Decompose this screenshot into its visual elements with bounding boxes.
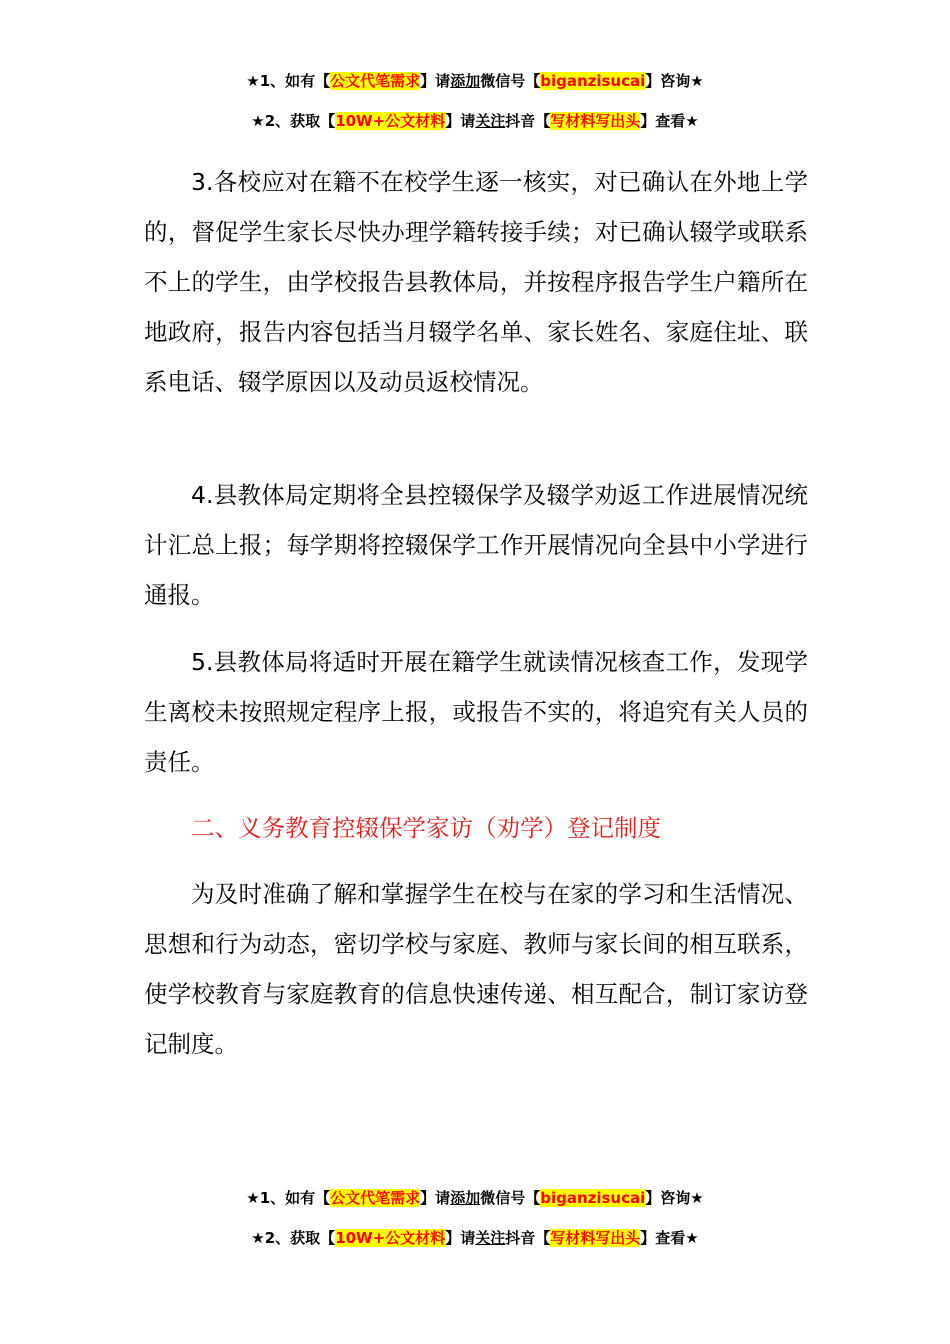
header-banner-line-1 [0, 70, 950, 92]
banner-text: ★2、获取【 [251, 112, 336, 130]
banner-text: ★1、如有【 [246, 1189, 331, 1207]
highlighted-wechat-id: biganzisucai [540, 72, 646, 90]
underlined-text: 关注 [475, 1229, 506, 1247]
underlined-text: 添加 [450, 72, 481, 90]
highlighted-douyin-id: 写材料写出头 [550, 1229, 641, 1247]
highlighted-wechat-id: biganzisucai [540, 1189, 646, 1207]
banner-text: 】查看★ [640, 1229, 699, 1247]
banner-text: 】请 [445, 1229, 476, 1247]
banner-text: 】请 [420, 72, 451, 90]
banner-text: 】咨询★ [645, 72, 704, 90]
underlined-text: 添加 [450, 1189, 481, 1207]
banner-text: ★2、获取【 [251, 1229, 336, 1247]
highlighted-text: 10W+公文材料 [335, 112, 446, 130]
banner-text: 抖音【 [505, 112, 551, 130]
banner-text: 微信号【 [480, 72, 541, 90]
paragraph-3: 3.各校应对在籍不在校学生逐一核实，对已确认在外地上学的，督促学生家长尽快办理学籍转接手续；对已确认辍学或联系不上的学生，由学校报告县教体局，并按程序报告学生户籍所在地政府，报告内容包括当月辍学名单、家长姓名、家庭住址、联系电话、辍学原因以及动员返校情况。 [144, 168, 808, 396]
paragraph-4: 4.县教体局定期将全县控辍保学及辍学劝返工作进展情况统计汇总上报；每学期将控辍保学工作开展情况向全县中小学进行通报。 [144, 481, 808, 609]
highlighted-text: 公文代笔需求 [330, 1189, 421, 1207]
underlined-text: 关注 [475, 112, 506, 130]
footer-banner-line-1 [0, 1187, 950, 1209]
paragraph-5: 5.县教体局将适时开展在籍学生就读情况核查工作，发现学生离校未按照规定程序上报，或报告不实的，将追究有关人员的责任。 [144, 648, 808, 776]
banner-text: 】请 [445, 112, 476, 130]
banner-text: 】查看★ [640, 112, 699, 130]
banner-text: 】请 [420, 1189, 451, 1207]
highlighted-text: 10W+公文材料 [335, 1229, 446, 1247]
banner-text: ★1、如有【 [246, 72, 331, 90]
section-heading-2: 二、义务教育控辍保学家访（劝学）登记制度 [191, 814, 661, 842]
banner-text: 抖音【 [505, 1229, 551, 1247]
banner-text: 微信号【 [480, 1189, 541, 1207]
highlighted-douyin-id: 写材料写出头 [550, 112, 641, 130]
header-banner-line-2 [0, 110, 950, 132]
intro-paragraph: 为及时准确了解和掌握学生在校与在家的学习和生活情况、思想和行为动态，密切学校与家庭、教师与家长间的相互联系，使学校教育与家庭教育的信息快速传递、相互配合，制订家访登记制度。 [144, 880, 808, 1058]
highlighted-text: 公文代笔需求 [330, 72, 421, 90]
footer-banner-line-2 [0, 1227, 950, 1249]
banner-text: 】咨询★ [645, 1189, 704, 1207]
